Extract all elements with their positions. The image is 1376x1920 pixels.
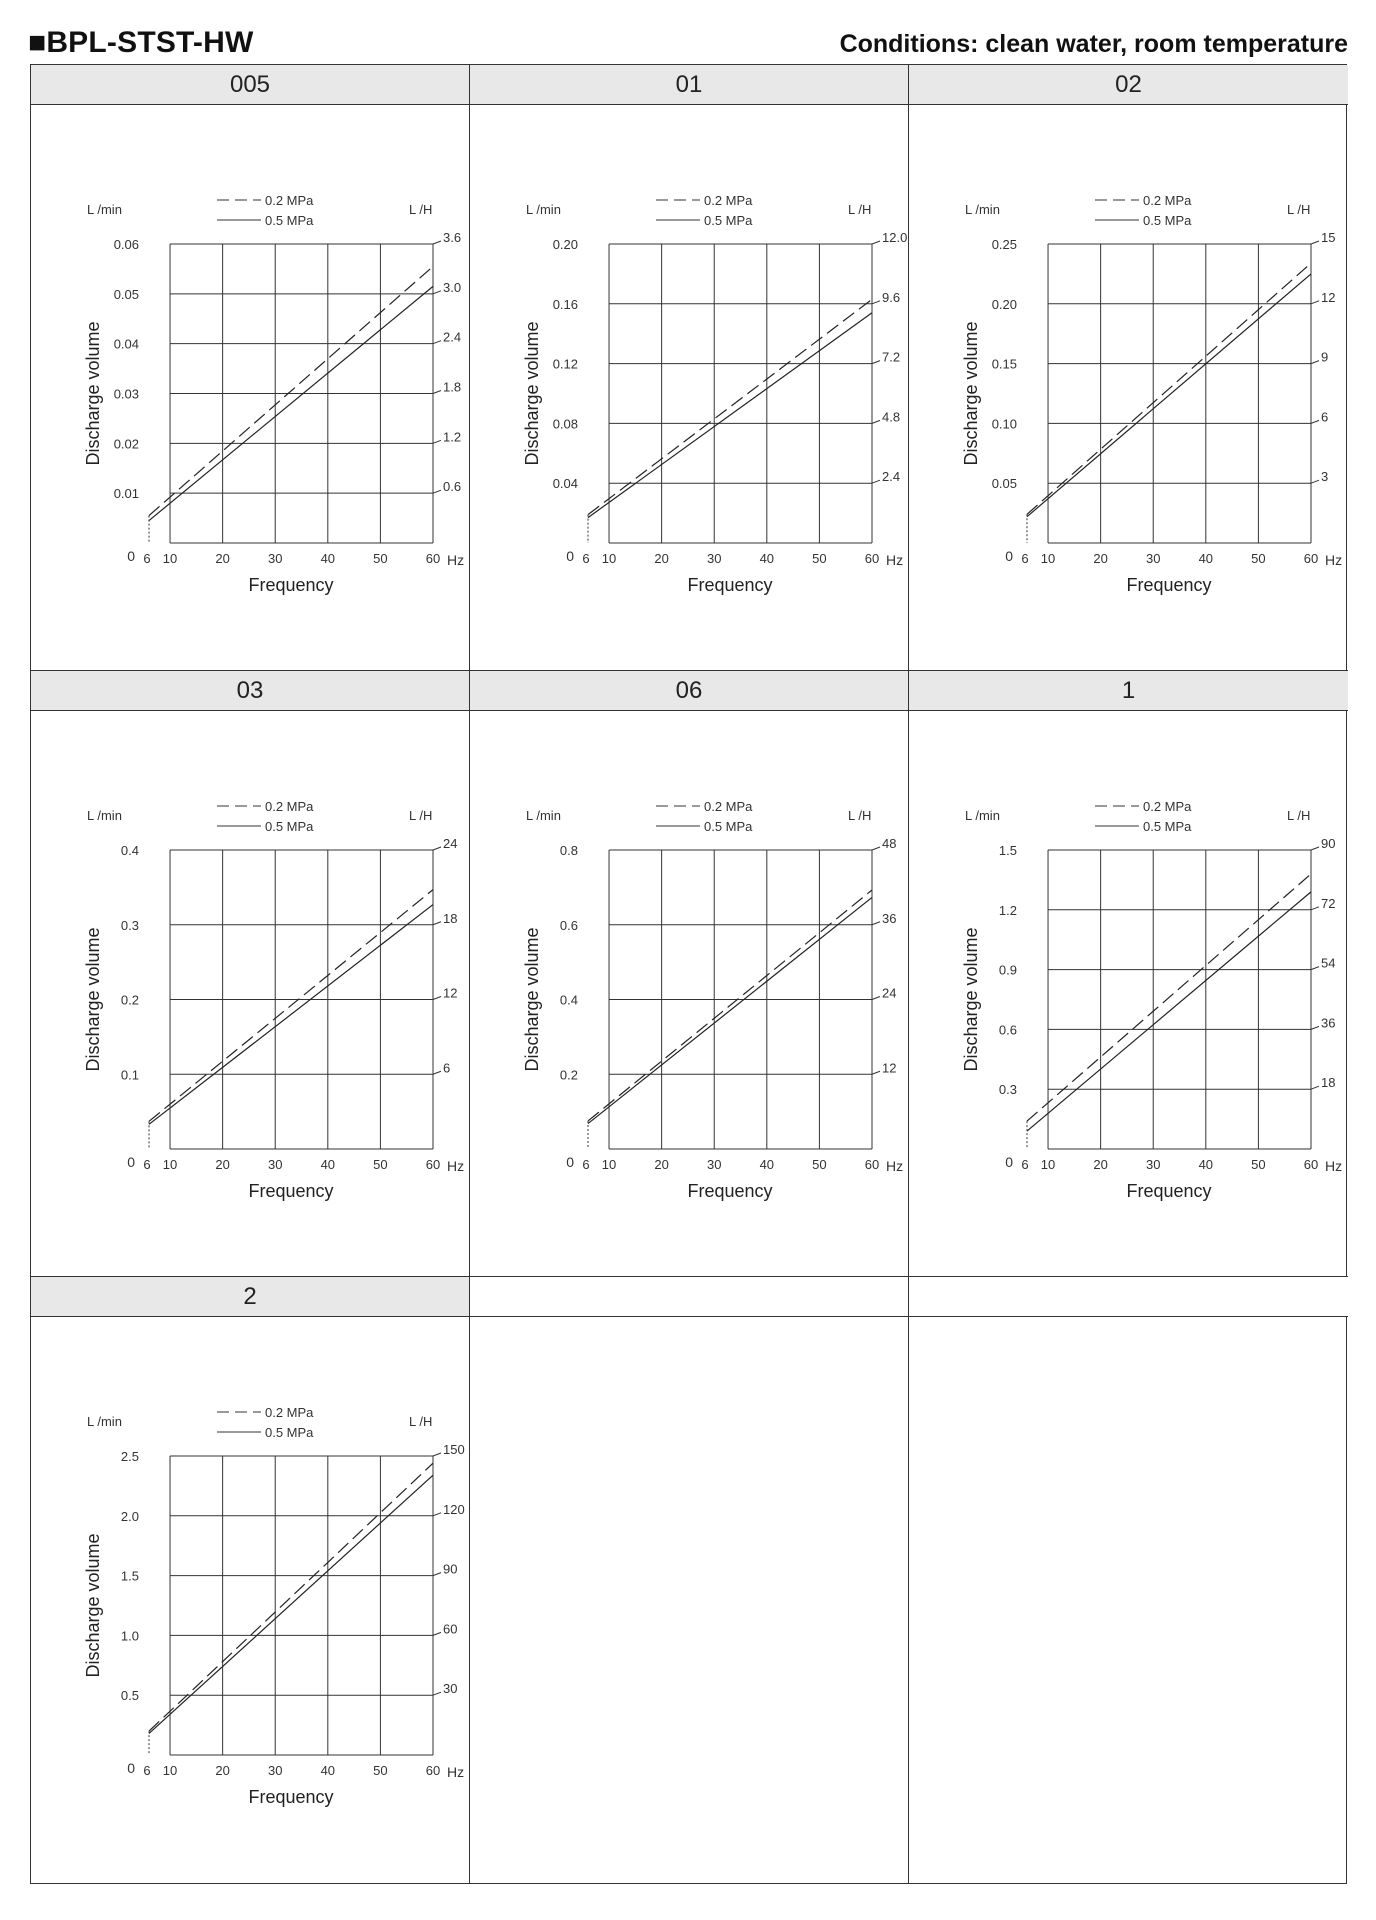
y-tick-leader-right <box>872 241 880 244</box>
y-tick-label-left: 0.20 <box>991 296 1017 312</box>
y-tick-label-right: 24 <box>882 985 897 1001</box>
series-line-dashed <box>588 299 872 514</box>
y-tick-label-right: 6 <box>443 1060 451 1076</box>
page-title: ■BPL-STST-HW <box>28 26 254 59</box>
y-tick-leader-right <box>872 1071 880 1074</box>
y-tick-leader-right <box>433 490 441 493</box>
y-tick-leader-right <box>433 1453 441 1456</box>
chart-cell <box>31 1277 470 1883</box>
x-tick-label: 30 <box>1145 1157 1161 1172</box>
x-tick-label: 30 <box>1145 551 1161 566</box>
origin-zero-label: 0 <box>1005 548 1013 564</box>
legend-label: 0.2 MPa <box>265 1405 314 1420</box>
origin-zero-label: 0 <box>566 548 574 564</box>
y-tick-label-right: 6 <box>1321 409 1329 425</box>
y-tick-label-left: 0.6 <box>998 1022 1017 1038</box>
x-tick-label: 40 <box>1198 1157 1214 1172</box>
origin-zero-label: 0 <box>566 1154 574 1170</box>
y-tick-label-left: 0.08 <box>552 416 578 432</box>
y-tick-label-right: 3.0 <box>443 279 462 295</box>
y-axis-title: Discharge volume <box>522 321 542 466</box>
y-tick-label-left: 0.8 <box>559 843 578 858</box>
y-tick-leader-right <box>872 480 880 483</box>
x-tick-label: 6 <box>582 551 590 566</box>
y-tick-leader-right <box>1311 1026 1319 1029</box>
y-tick-label-right: 7.2 <box>882 349 901 365</box>
y-tick-label-right: 9 <box>1321 349 1329 365</box>
x-tick-label: 20 <box>1093 551 1108 566</box>
chart-cell <box>470 65 909 671</box>
x-tick-label: 6 <box>143 1763 151 1778</box>
x-tick-label: 60 <box>864 551 880 566</box>
origin-zero-label: 0 <box>127 548 135 564</box>
x-tick-label: 40 <box>320 1763 336 1778</box>
y-unit-right: L /H <box>409 808 433 823</box>
series-line-solid <box>149 905 433 1125</box>
y-unit-right: L /H <box>848 202 872 217</box>
legend-label: 0.2 MPa <box>1143 193 1192 208</box>
series-line-dashed <box>1027 874 1311 1121</box>
chart-header: 01 <box>470 65 908 105</box>
x-tick-label: 30 <box>706 1157 722 1172</box>
series-line-solid <box>588 897 872 1123</box>
empty-cell <box>470 1277 909 1883</box>
y-tick-label-right: 12.0 <box>882 230 908 245</box>
y-tick-label-right: 3 <box>1321 469 1329 485</box>
y-tick-leader-right <box>433 1513 441 1516</box>
y-unit-right: L /H <box>848 808 872 823</box>
y-tick-label-left: 0.4 <box>559 992 578 1008</box>
legend-label: 0.5 MPa <box>265 819 314 834</box>
y-tick-label-right: 90 <box>443 1561 458 1577</box>
x-tick-label: 20 <box>215 1763 230 1778</box>
y-tick-label-right: 30 <box>443 1681 458 1697</box>
x-tick-label: 60 <box>1303 1157 1319 1172</box>
y-tick-label-left: 0.5 <box>120 1688 139 1704</box>
x-tick-label: 10 <box>162 1157 178 1172</box>
y-tick-label-left: 1.5 <box>998 843 1017 858</box>
x-tick-label: 50 <box>1251 1157 1266 1172</box>
x-unit-label: Hz <box>447 1764 465 1780</box>
x-tick-label: 50 <box>373 551 388 566</box>
x-axis-title: Frequency <box>1126 1181 1212 1201</box>
y-tick-label-right: 2.4 <box>882 469 901 485</box>
chart-cell <box>909 65 1348 671</box>
y-unit-left: L /min <box>87 808 122 823</box>
y-tick-leader-right <box>1311 361 1319 364</box>
chart-005 <box>31 105 470 671</box>
y-tick-leader-right <box>433 922 441 925</box>
x-tick-label: 50 <box>812 1157 827 1172</box>
x-tick-label: 10 <box>162 1763 178 1778</box>
x-tick-label: 60 <box>864 1157 880 1172</box>
y-tick-leader-right <box>433 847 441 850</box>
chart-header: 03 <box>31 671 469 711</box>
conditions-note: Conditions: clean water, room temperature <box>839 30 1348 58</box>
origin-zero-label: 0 <box>1005 1154 1013 1170</box>
y-axis-title: Discharge volume <box>961 927 981 1072</box>
x-tick-label: 10 <box>1040 1157 1056 1172</box>
y-tick-leader-right <box>872 922 880 925</box>
y-unit-left: L /min <box>526 202 561 217</box>
y-tick-label-right: 54 <box>1321 955 1336 971</box>
chart-2 <box>31 1317 470 1883</box>
y-unit-left: L /min <box>965 202 1000 217</box>
y-axis-title: Discharge volume <box>83 927 103 1072</box>
x-tick-label: 50 <box>1251 551 1266 566</box>
y-unit-right: L /H <box>1287 202 1311 217</box>
y-tick-label-left: 0.9 <box>998 962 1017 978</box>
chart-header: 005 <box>31 65 469 105</box>
x-tick-label: 6 <box>582 1157 590 1172</box>
x-tick-label: 20 <box>215 551 230 566</box>
y-tick-label-left: 0.01 <box>113 486 139 502</box>
y-tick-label-left: 0.12 <box>552 356 578 372</box>
y-tick-label-right: 3.6 <box>443 230 462 245</box>
x-tick-label: 6 <box>143 1157 151 1172</box>
x-tick-label: 30 <box>267 1763 283 1778</box>
x-tick-label: 50 <box>373 1157 388 1172</box>
x-unit-label: Hz <box>447 1158 465 1174</box>
y-tick-leader-right <box>872 997 880 1000</box>
chart-1 <box>909 711 1348 1277</box>
y-tick-leader-right <box>433 997 441 1000</box>
y-tick-label-right: 0.6 <box>443 479 462 495</box>
chart-header: 1 <box>909 671 1348 711</box>
y-tick-leader-right <box>1311 1086 1319 1089</box>
legend-label: 0.5 MPa <box>1143 213 1192 228</box>
x-axis-title: Frequency <box>687 575 773 595</box>
y-tick-leader-right <box>1311 420 1319 423</box>
x-tick-label: 20 <box>215 1157 230 1172</box>
y-tick-leader-right <box>433 341 441 344</box>
chart-cell <box>31 671 470 1277</box>
y-tick-label-right: 2.4 <box>443 329 462 345</box>
y-tick-label-left: 0.6 <box>559 917 578 933</box>
y-axis-title: Discharge volume <box>83 1533 103 1678</box>
legend-label: 0.2 MPa <box>265 193 314 208</box>
y-tick-label-right: 120 <box>443 1501 465 1517</box>
y-axis-title: Discharge volume <box>83 321 103 466</box>
y-tick-label-right: 4.8 <box>882 409 901 425</box>
y-tick-label-left: 0.3 <box>120 917 139 933</box>
empty-header <box>470 1277 908 1317</box>
x-tick-label: 60 <box>425 1763 441 1778</box>
y-axis-title: Discharge volume <box>961 321 981 466</box>
y-axis-title: Discharge volume <box>522 927 542 1072</box>
y-tick-label-right: 72 <box>1321 895 1336 911</box>
y-tick-label-right: 12 <box>1321 289 1336 305</box>
y-tick-label-right: 12 <box>443 985 458 1001</box>
x-tick-label: 20 <box>654 1157 669 1172</box>
y-tick-label-right: 15 <box>1321 230 1336 245</box>
y-unit-left: L /min <box>965 808 1000 823</box>
y-tick-label-right: 36 <box>1321 1015 1336 1031</box>
y-tick-label-right: 60 <box>443 1621 458 1637</box>
legend-label: 0.2 MPa <box>265 799 314 814</box>
y-tick-leader-right <box>872 847 880 850</box>
y-tick-label-right: 36 <box>882 910 897 926</box>
chart-grid <box>30 64 1347 1884</box>
y-unit-left: L /min <box>87 202 122 217</box>
series-line-dashed <box>149 1463 433 1731</box>
y-tick-leader-right <box>1311 847 1319 850</box>
chart-01 <box>470 105 909 671</box>
x-tick-label: 40 <box>759 551 775 566</box>
y-tick-leader-right <box>433 391 441 394</box>
x-tick-label: 30 <box>267 551 283 566</box>
y-tick-label-left: 0.10 <box>991 416 1017 432</box>
y-tick-leader-right <box>433 1632 441 1635</box>
y-tick-label-left: 1.5 <box>120 1568 139 1584</box>
x-tick-label: 10 <box>162 551 178 566</box>
y-unit-left: L /min <box>526 808 561 823</box>
legend-label: 0.5 MPa <box>265 213 314 228</box>
y-tick-label-right: 150 <box>443 1442 465 1457</box>
y-tick-label-right: 48 <box>882 836 897 851</box>
y-tick-label-left: 0.16 <box>552 296 578 312</box>
series-line-dashed <box>1027 263 1311 514</box>
y-tick-label-left: 0.3 <box>998 1082 1017 1098</box>
y-tick-leader-right <box>433 1573 441 1576</box>
series-line-solid <box>1027 892 1311 1131</box>
x-unit-label: Hz <box>886 1158 904 1174</box>
y-tick-label-right: 24 <box>443 836 458 851</box>
x-axis-title: Frequency <box>1126 575 1212 595</box>
chart-cell <box>909 671 1348 1277</box>
y-tick-leader-right <box>1311 907 1319 910</box>
x-unit-label: Hz <box>447 552 465 568</box>
y-tick-label-left: 0.05 <box>113 286 139 302</box>
empty-cell <box>909 1277 1348 1883</box>
y-unit-right: L /H <box>409 1414 433 1429</box>
y-tick-label-left: 2.0 <box>120 1508 139 1524</box>
y-tick-label-left: 0.2 <box>559 1067 578 1083</box>
y-tick-leader-right <box>433 291 441 294</box>
x-tick-label: 40 <box>320 1157 336 1172</box>
x-axis-title: Frequency <box>248 1181 334 1201</box>
legend-label: 0.5 MPa <box>704 819 753 834</box>
x-tick-label: 10 <box>601 551 617 566</box>
x-tick-label: 40 <box>759 1157 775 1172</box>
y-tick-label-left: 0.2 <box>120 992 139 1008</box>
legend-label: 0.5 MPa <box>704 213 753 228</box>
x-tick-label: 50 <box>373 1763 388 1778</box>
chart-header: 02 <box>909 65 1348 105</box>
y-tick-label-left: 0.06 <box>113 237 139 252</box>
y-tick-label-left: 0.25 <box>991 237 1017 252</box>
y-tick-leader-right <box>433 440 441 443</box>
y-tick-label-right: 1.2 <box>443 429 462 445</box>
x-unit-label: Hz <box>886 552 904 568</box>
origin-zero-label: 0 <box>127 1154 135 1170</box>
y-tick-leader-right <box>1311 241 1319 244</box>
origin-zero-label: 0 <box>127 1760 135 1776</box>
y-tick-label-left: 0.02 <box>113 436 139 452</box>
y-tick-label-left: 1.2 <box>998 902 1017 918</box>
chart-02 <box>909 105 1348 671</box>
x-tick-label: 20 <box>1093 1157 1108 1172</box>
y-tick-label-right: 1.8 <box>443 379 462 395</box>
x-tick-label: 6 <box>1021 1157 1029 1172</box>
y-tick-label-left: 0.20 <box>552 237 578 252</box>
y-unit-left: L /min <box>87 1414 122 1429</box>
y-tick-leader-right <box>872 361 880 364</box>
y-tick-leader-right <box>872 420 880 423</box>
chart-06 <box>470 711 909 1277</box>
y-tick-label-left: 0.04 <box>113 336 139 352</box>
x-tick-label: 50 <box>812 551 827 566</box>
y-tick-label-left: 0.05 <box>991 476 1017 492</box>
x-tick-label: 40 <box>1198 551 1214 566</box>
y-tick-label-left: 0.15 <box>991 356 1017 372</box>
series-line-solid <box>1027 274 1311 517</box>
y-tick-label-left: 1.0 <box>120 1628 139 1644</box>
chart-header: 06 <box>470 671 908 711</box>
y-tick-label-right: 18 <box>1321 1075 1336 1091</box>
y-tick-leader-right <box>433 1692 441 1695</box>
series-line-dashed <box>149 266 433 515</box>
y-tick-leader-right <box>433 241 441 244</box>
y-tick-label-right: 12 <box>882 1060 897 1076</box>
y-tick-label-right: 90 <box>1321 836 1336 851</box>
y-tick-label-right: 18 <box>443 910 458 926</box>
y-tick-leader-right <box>872 301 880 304</box>
y-tick-label-right: 9.6 <box>882 289 901 305</box>
series-line-solid <box>149 286 433 520</box>
chart-03 <box>31 711 470 1277</box>
y-tick-leader-right <box>1311 967 1319 970</box>
y-tick-label-left: 0.1 <box>120 1067 139 1083</box>
x-axis-title: Frequency <box>248 575 334 595</box>
x-axis-title: Frequency <box>687 1181 773 1201</box>
x-tick-label: 6 <box>1021 551 1029 566</box>
empty-header <box>909 1277 1348 1317</box>
legend-label: 0.2 MPa <box>704 193 753 208</box>
x-tick-label: 10 <box>1040 551 1056 566</box>
chart-cell <box>31 65 470 671</box>
x-tick-label: 60 <box>1303 551 1319 566</box>
x-tick-label: 30 <box>706 551 722 566</box>
series-line-solid <box>588 313 872 518</box>
legend-label: 0.2 MPa <box>1143 799 1192 814</box>
x-tick-label: 60 <box>425 1157 441 1172</box>
y-tick-label-left: 0.4 <box>120 843 139 858</box>
x-tick-label: 40 <box>320 551 336 566</box>
y-tick-leader-right <box>433 1071 441 1074</box>
y-unit-right: L /H <box>409 202 433 217</box>
x-tick-label: 10 <box>601 1157 617 1172</box>
y-tick-leader-right <box>1311 301 1319 304</box>
y-tick-label-left: 0.03 <box>113 386 139 402</box>
x-unit-label: Hz <box>1325 1158 1343 1174</box>
chart-cell <box>470 671 909 1277</box>
x-tick-label: 20 <box>654 551 669 566</box>
x-tick-label: 60 <box>425 551 441 566</box>
y-tick-label-left: 0.04 <box>552 476 578 492</box>
x-tick-label: 6 <box>143 551 151 566</box>
x-axis-title: Frequency <box>248 1787 334 1807</box>
y-tick-leader-right <box>1311 480 1319 483</box>
y-unit-right: L /H <box>1287 808 1311 823</box>
legend-label: 0.5 MPa <box>1143 819 1192 834</box>
chart-header: 2 <box>31 1277 469 1317</box>
legend-label: 0.5 MPa <box>265 1425 314 1440</box>
legend-label: 0.2 MPa <box>704 799 753 814</box>
x-unit-label: Hz <box>1325 552 1343 568</box>
y-tick-label-left: 2.5 <box>120 1449 139 1464</box>
x-tick-label: 30 <box>267 1157 283 1172</box>
